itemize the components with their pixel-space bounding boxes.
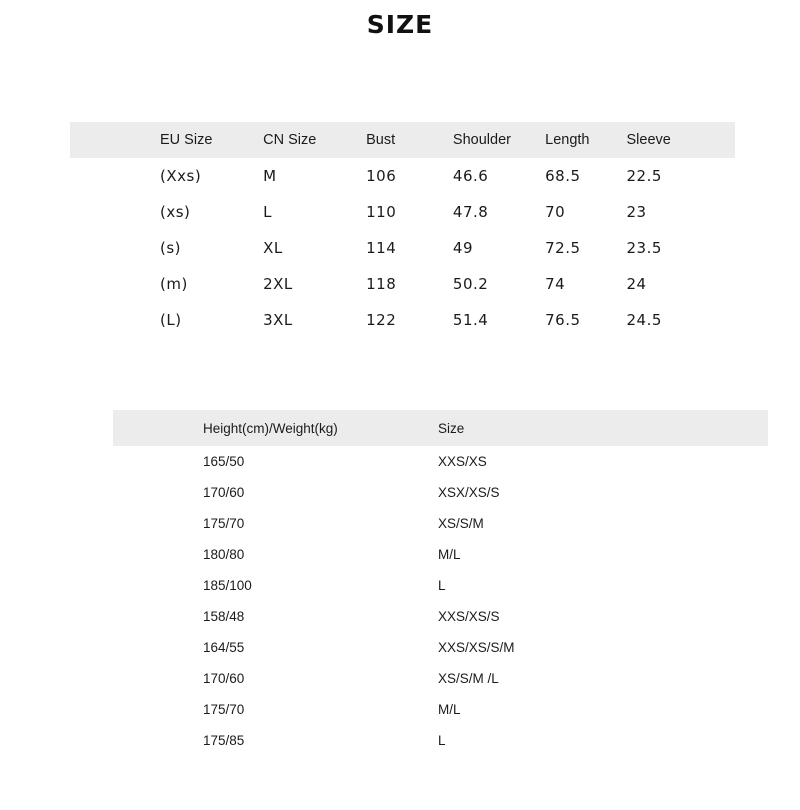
cell-bust: 110 [366,203,397,221]
cell-bust: 106 [366,167,397,185]
table-row [113,663,768,694]
cell-eu-size: (m) [160,275,188,293]
table-row [113,570,768,601]
table-row [113,539,768,570]
cell-cn-size: L [263,203,272,221]
table-row [70,266,735,302]
cell-bust: 114 [366,239,397,257]
cell-sleeve: 23.5 [626,239,662,257]
cell-shoulder: 49 [452,239,474,257]
cell-size: XSX/XS/S [438,485,500,500]
column-header-length: Length [545,132,590,148]
table-row [70,302,735,338]
table-row [70,194,735,230]
table-row [113,508,768,539]
cell-cn-size: XL [263,239,283,257]
cell-sleeve: 22.5 [626,167,662,185]
cell-eu-size: (xs) [160,203,191,221]
size-chart-body [70,158,735,338]
table-row [70,230,735,266]
cell-bust: 118 [366,275,397,293]
recommendation-table-container [113,410,678,756]
cell-length: 72.5 [545,239,581,257]
cell-sleeve: 24 [626,275,647,293]
cell-size: XXS/XS/S/M [438,640,515,655]
cell-shoulder: 51.4 [452,311,489,329]
cell-shoulder: 46.6 [452,167,489,185]
cell-length: 74 [545,275,566,293]
column-header-cn-size: CN Size [263,132,317,148]
cell-height-weight: 175/85 [203,733,245,748]
cell-size: L [438,578,446,593]
table-row [113,446,768,477]
size-chart-header [70,122,735,158]
cell-size: XXS/XS/S [438,609,500,624]
cell-sleeve: 23 [626,203,647,221]
cell-height-weight: 158/48 [203,609,245,624]
table-row [113,601,768,632]
column-header-bust: Bust [366,132,396,148]
cell-shoulder: 47.8 [452,203,489,221]
table-header-row [113,410,768,446]
cell-shoulder: 50.2 [452,275,489,293]
table-header-row [70,122,735,158]
cell-cn-size: 2XL [263,275,293,293]
cell-cn-size: 3XL [263,311,293,329]
cell-height-weight: 185/100 [203,578,252,593]
cell-size: XS/S/M /L [438,671,499,686]
cell-height-weight: 170/60 [203,485,245,500]
table-row [70,158,735,194]
column-header-height-weight: Height(cm)/Weight(kg) [203,420,338,436]
cell-height-weight: 180/80 [203,547,245,562]
table-row [113,694,768,725]
recommendation-table-body [113,446,768,756]
cell-height-weight: 165/50 [203,454,245,469]
recommendation-table [113,410,768,756]
column-header-shoulder: Shoulder [452,132,511,148]
size-chart-table [70,122,735,338]
column-header-eu-size: EU Size [160,132,213,148]
cell-bust: 122 [366,311,397,329]
cell-size: M/L [438,547,461,562]
cell-height-weight: 175/70 [203,516,245,531]
cell-size: M/L [438,702,461,717]
table-row [113,725,768,756]
column-header-size: Size [438,420,465,436]
cell-size: XXS/XS [438,454,487,469]
cell-height-weight: 175/70 [203,702,245,717]
cell-size: XS/S/M [438,516,484,531]
size-chart-table-container [70,122,735,338]
cell-eu-size: (Xxs) [160,167,202,185]
cell-length: 68.5 [545,167,581,185]
column-header-sleeve: Sleeve [626,132,671,148]
cell-height-weight: 170/60 [203,671,245,686]
page-title: SIZE [366,10,434,39]
cell-eu-size: (L) [160,311,182,329]
cell-sleeve: 24.5 [626,311,662,329]
cell-eu-size: (s) [160,239,182,257]
recommendation-table-header [113,410,768,446]
table-row [113,477,768,508]
cell-height-weight: 164/55 [203,640,245,655]
cell-length: 76.5 [545,311,581,329]
table-row [113,632,768,663]
cell-length: 70 [545,203,566,221]
cell-cn-size: M [263,167,277,185]
cell-size: L [438,733,446,748]
